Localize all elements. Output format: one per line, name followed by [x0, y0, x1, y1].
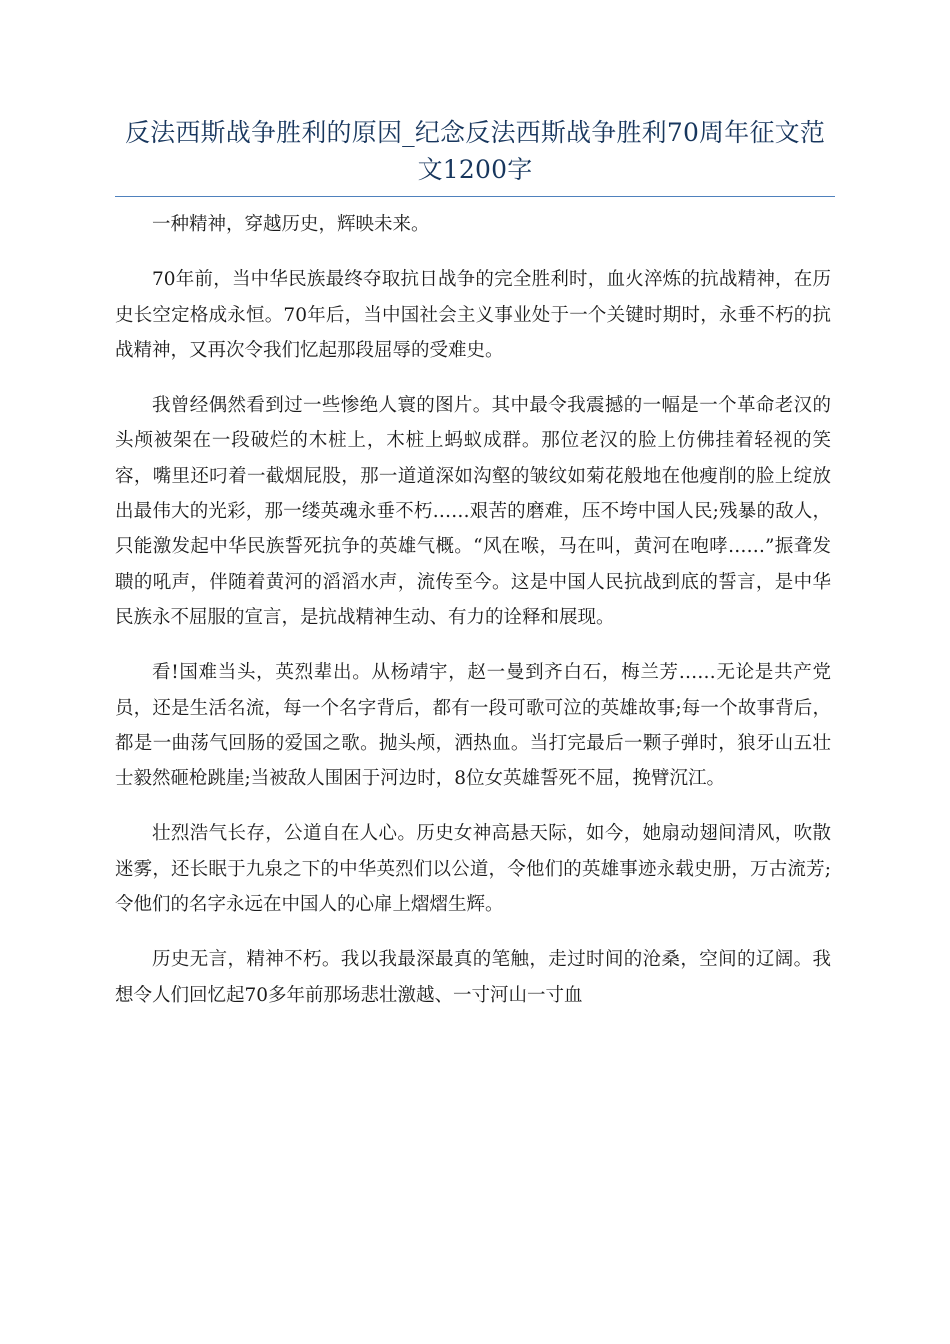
paragraph-6: 历史无言，精神不朽。我以我最深最真的笔触，走过时间的沧桑，空间的辽阔。我想令人们回忆起70多年前那场悲壮激越、一寸河山一寸血: [115, 949, 831, 1006]
paragraph-2: 70年前，当中华民族最终夺取抗日战争的完全胜利时，血火淬炼的抗战精神，在历史长空定格成永恒。70年后，当中国社会主义事业处于一个关键时期时，永垂不朽的抗战精神，又再次令我们忆起那段屈辱的受难史。: [115, 269, 831, 361]
document-title: 反法西斯战争胜利的原因_纪念反法西斯战争胜利70周年征文范文1200字: [124, 118, 826, 184]
title-block: [115, 114, 835, 197]
paragraph-1: 一种精神，穿越历史，辉映未来。: [152, 214, 430, 235]
paragraph-5: 壮烈浩气长存，公道自在人心。历史女神高悬天际，如今，她扇动翅间清风，吹散迷雾，还长眠于九泉之下的中华英烈们以公道，令他们的英雄事迹永载史册，万古流芳;令他们的名字永远在中国人的心扉上熠熠生辉。: [115, 823, 831, 916]
paragraph-4: 看!国难当头，英烈辈出。从杨靖宇，赵一曼到齐白石，梅兰芳……无论是共产党员，还是生活名流，每一个名字背后，都有一段可歌可泣的英雄故事;每一个故事背后，都是一曲荡气回肠的爱国之歌。抛头颅，洒热血。当打完最后一颗子弹时，狼牙山五壮士毅然砸枪跳崖;当被敌人围困于河边时，8位女英雄誓死不屈，挽臂沉江。: [115, 662, 831, 790]
document-body: [115, 207, 831, 1033]
paragraph-3: 我曾经偶然看到过一些惨绝人寰的图片。其中最令我震撼的一幅是一个革命老汉的头颅被架在一段破烂的木桩上，木桩上蚂蚁成群。那位老汉的脸上仿佛挂着轻视的笑容，嘴里还叼着一截烟屁股，那一道道深如沟壑的皱纹如菊花般地在他瘦削的脸上绽放出最伟大的光彩，那一缕英魂永垂不朽……艰苦的磨难，压不垮中国人民;残暴的敌人，只能激发起中华民族誓死抗争的英雄气概。“风在喉，马在叫，黄河在咆哮……”振聋发聩的吼声，伴随着黄河的滔滔水声，流传至今。这是中国人民抗战到底的誓言，是中华民族永不屈服的宣言，是抗战精神生动、有力的诠释和展现。: [115, 395, 831, 628]
